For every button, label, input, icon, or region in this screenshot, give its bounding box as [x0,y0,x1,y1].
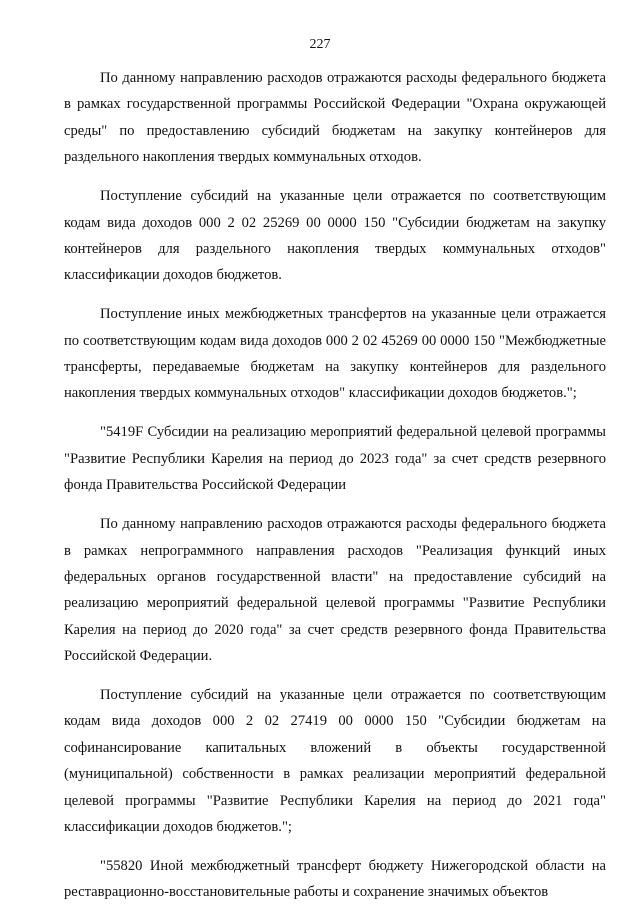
page-number: 227 [309,37,331,52]
paragraph: Поступление иных межбюджетных трансфертов на указанные цели отражается по соответствующим кодам вида доходов 000 2 02 45269 00 0000 150 "Межбюджетные трансферты, передаваемые бюджетам на закупку контейнеров для раздельного накопления твердых коммунальных отходов" классификации доходов бюджетов."; [64,306,606,402]
paragraph: Поступление субсидий на указанные цели отражается по соответствующим кодам вида доходов 000 2 02 25269 00 0000 150 "Субсидии бюджетам на закупку контейнеров для раздельного накопления твердых коммунальных отходов" классификации доходов бюджетов. [64,188,606,284]
document-body [64,65,606,918]
paragraph: "55820 Иной межбюджетный трансферт бюджету Нижегородской области на реставрационно-восстановительные работы и сохранение значимых объектов [64,857,606,901]
paragraph: Поступление субсидий на указанные цели отражается по соответствующим кодам вида доходов 000 2 02 27419 00 0000 150 "Субсидии бюджетам на софинансирование капитальных вложений в объекты государственной (муниципальной) собственности в рамках реализации мероприятий федеральной целевой программы "Развитие Республики Карелия на период до 2021 года" классификации доходов бюджетов."; [64,687,606,836]
paragraph: По данному направлению расходов отражаются расходы федерального бюджета в рамках государственной программы Российской Федерации "Охрана окружающей среды" по предоставлению субсидий бюджетам на закупку контейнеров для раздельного накопления твердых коммунальных отходов. [64,70,606,166]
paragraph: "5419F Субсидии на реализацию мероприятий федеральной целевой программы "Развитие Республики Карелия на период до 2023 года" за счет средств резервного фонда Правительства Российской Федерации [64,424,606,494]
paragraph: По данному направлению расходов отражаются расходы федерального бюджета в рамках непрограммного направления расходов "Реализация функций иных федеральных органов государственной власти" на предоставление субсидий на реализацию мероприятий федеральной целевой программы "Развитие Республики Карелия на период до 2020 года" за счет средств резервного фонда Правительства Российской Федерации. [64,516,606,665]
